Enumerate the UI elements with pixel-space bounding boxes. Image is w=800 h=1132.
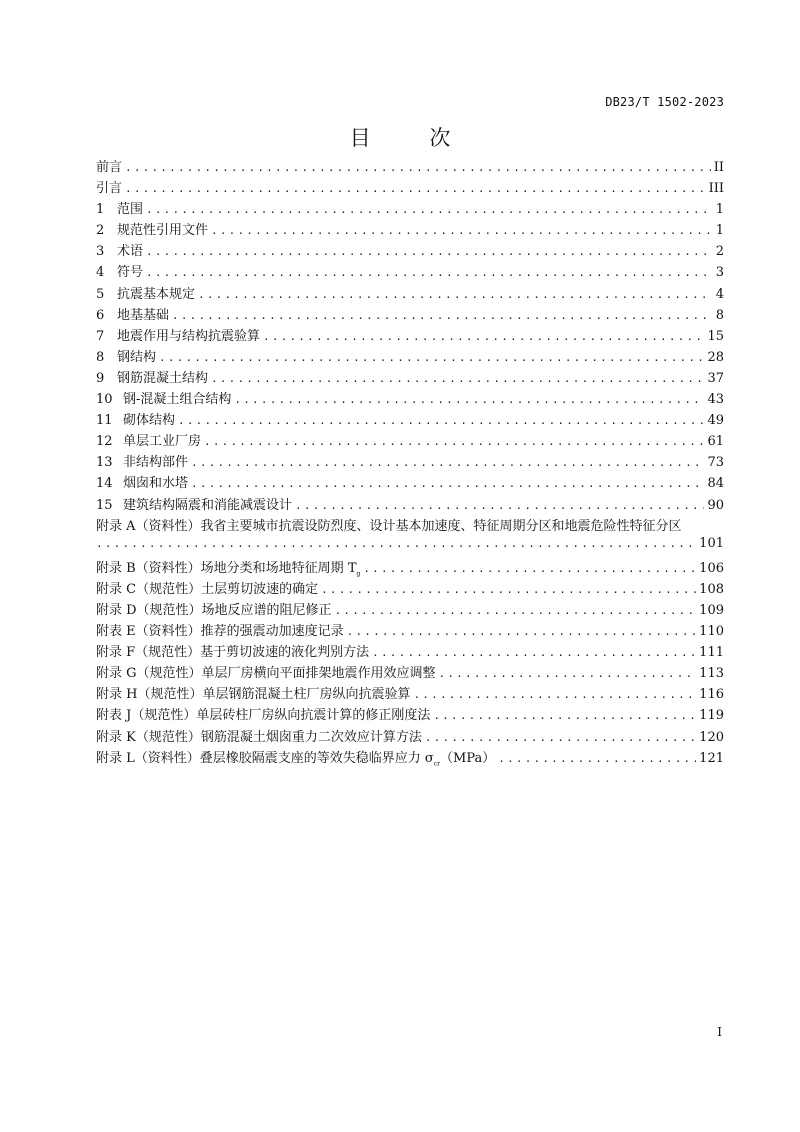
toc-entry-number: 13 <box>96 455 113 471</box>
toc-entry[interactable] <box>96 472 724 493</box>
toc-entry-text: 附录 L（资料性）叠层橡胶隔震支座的等效失稳临界应力 σ <box>96 750 434 766</box>
toc-entry-number: 3 <box>96 244 105 260</box>
dot-leader <box>146 203 711 216</box>
toc-entry-number: 6 <box>96 307 105 323</box>
dot-leader <box>146 245 711 258</box>
toc-entry-number: 14 <box>96 476 113 492</box>
toc-entry-page: 109 <box>699 602 724 618</box>
toc-entry[interactable] <box>96 430 724 451</box>
toc-entry-label <box>96 156 122 175</box>
toc-entry[interactable] <box>96 388 724 409</box>
toc-entry-text: 地震作用与结构抗震验算 <box>117 328 261 344</box>
toc-entry-text: 附录 F（规范性）基于剪切波速的液化判别方法 <box>96 645 370 661</box>
toc-entry-number: 12 <box>96 434 113 450</box>
dot-leader <box>191 456 704 469</box>
toc-entry-label <box>96 641 369 660</box>
toc-entry-label <box>96 325 260 344</box>
toc-entry-appendix[interactable] <box>96 683 724 704</box>
toc-entry-text: 地基基础 <box>117 307 170 323</box>
toc-entry-label <box>96 494 292 513</box>
toc-entry-page: 106 <box>699 560 724 576</box>
toc-entry-label <box>96 451 188 470</box>
toc-entry[interactable] <box>96 261 724 282</box>
toc-entry-text: 建筑结构隔震和消能减震设计 <box>123 497 293 513</box>
toc-entry-text: 钢-混凝土组合结构 <box>123 392 232 408</box>
page-number: I <box>717 1025 722 1039</box>
toc-entry-text: 术语 <box>117 244 144 260</box>
dot-leader <box>321 583 696 596</box>
toc-entry-page: II <box>713 160 724 175</box>
dot-leader <box>211 372 704 385</box>
toc-entry-label <box>96 620 344 639</box>
dot-leader <box>125 161 711 174</box>
dot-leader <box>204 435 704 448</box>
dot-leader <box>425 731 696 744</box>
toc-entry-page: 113 <box>699 666 724 682</box>
toc-entry-appendix-l[interactable] <box>96 747 724 768</box>
toc-entry[interactable] <box>96 325 724 346</box>
toc-entry-text: 附录 H（规范性）单层钢筋混凝土柱厂房纵向抗震验算 <box>96 687 411 703</box>
table-of-contents <box>96 156 724 768</box>
toc-entry-label <box>96 704 430 723</box>
toc-entry-text: 单层工业厂房 <box>123 434 202 450</box>
subscript: g <box>356 570 361 578</box>
toc-entry-page: 8 <box>715 307 724 323</box>
toc-entry-page: 1 <box>715 202 724 218</box>
toc-entry[interactable] <box>96 451 724 472</box>
toc-entry-number: 11 <box>96 413 113 429</box>
toc-entry-label <box>96 578 318 597</box>
toc-entry-text: 抗震基本规定 <box>117 286 196 302</box>
toc-entry-text: 附录 D（规范性）场地反应谱的阻尼修正 <box>96 602 332 618</box>
toc-entry-label <box>96 662 436 681</box>
toc-entry-text: 范围 <box>117 202 144 218</box>
toc-entry[interactable] <box>96 177 724 198</box>
toc-entry-page: 116 <box>699 687 724 703</box>
dot-leader <box>198 288 711 301</box>
unit-suffix: （MPa） <box>440 750 496 766</box>
dot-leader <box>439 667 697 680</box>
toc-entry-appendix[interactable] <box>96 599 724 620</box>
toc-entry[interactable] <box>96 367 724 388</box>
toc-entry[interactable] <box>96 219 724 240</box>
toc-entry-label <box>96 599 332 618</box>
toc-entry-text: 附录 C（规范性）土层剪切波速的确定 <box>96 581 319 597</box>
toc-entry-text: 附录 G（规范性）单层厂房横向平面排架地震作用效应调整 <box>96 666 436 682</box>
toc-entry-label <box>96 304 169 323</box>
toc-entry-label <box>96 219 208 238</box>
toc-entry[interactable] <box>96 346 724 367</box>
toc-entry[interactable] <box>96 283 724 304</box>
dot-leader <box>234 393 704 406</box>
toc-entry-appendix-a-label[interactable]: 附录 A（资料性）我省主要城市抗震设防烈度、设计基本加速度、特征周期分区和地震危险性特征分区 <box>96 518 682 534</box>
toc-entry[interactable] <box>96 304 724 325</box>
toc-entry-page: 110 <box>699 624 724 640</box>
toc-entry-text: 附录 B（资料性）场地分类和场地特征周期 T <box>96 560 357 576</box>
toc-entry-text: 附表 E（资料性）推荐的强震动加速度记录 <box>96 624 344 640</box>
dot-leader <box>347 625 697 638</box>
toc-entry-label <box>96 346 156 365</box>
toc-entry-page: 90 <box>707 497 724 513</box>
dot-leader <box>363 562 696 575</box>
toc-entry-page: 4 <box>715 286 724 302</box>
toc-entry-label <box>96 367 208 386</box>
dot-leader <box>125 182 706 195</box>
toc-entry-number: 5 <box>96 286 105 302</box>
toc-entry-appendix[interactable] <box>96 641 724 662</box>
toc-entry-text: 附录 K（规范性）钢筋混凝土烟囱重力二次效应计算方法 <box>96 729 422 745</box>
dot-leader <box>178 414 704 427</box>
dot-leader <box>413 688 696 701</box>
toc-entry-appendix[interactable] <box>96 578 724 599</box>
dot-leader <box>498 752 696 765</box>
toc-entry-page: 101 <box>699 535 724 551</box>
toc-entry-page: 120 <box>699 729 724 745</box>
dot-leader <box>211 224 711 237</box>
toc-entry-label <box>96 283 195 302</box>
toc-entry-appendix-b[interactable] <box>96 557 724 578</box>
toc-entry-page: 119 <box>699 708 724 724</box>
toc-entry-appendix[interactable] <box>96 726 724 747</box>
toc-entry-page: 15 <box>707 328 724 344</box>
toc-entry-page: 3 <box>715 265 724 281</box>
toc-entry-label <box>96 557 360 578</box>
toc-entry-label <box>96 472 188 491</box>
toc-entry-label <box>96 177 122 196</box>
toc-entry-page: 84 <box>707 476 724 492</box>
dot-leader <box>96 537 696 550</box>
dot-leader <box>433 709 696 722</box>
toc-entry-appendix-a[interactable] <box>96 536 724 557</box>
toc-entry-page: 28 <box>707 349 724 365</box>
toc-entry[interactable] <box>96 240 724 261</box>
toc-entry-text: 砌体结构 <box>123 413 176 429</box>
toc-entry-label <box>96 726 422 745</box>
toc-entry-label <box>96 240 143 259</box>
toc-entry-number: 9 <box>96 370 105 386</box>
toc-entry-label <box>96 388 231 407</box>
toc-entry-text: 钢筋混凝土结构 <box>117 370 209 386</box>
toc-entry-text: 符号 <box>117 265 144 281</box>
dot-leader <box>146 266 711 279</box>
dot-leader <box>335 604 697 617</box>
toc-entry-number: 2 <box>96 223 105 239</box>
toc-entry-label <box>96 198 143 217</box>
toc-entry-appendix[interactable] <box>96 662 724 683</box>
toc-entry-page: 49 <box>707 413 724 429</box>
toc-entry-number: 10 <box>96 392 113 408</box>
toc-entry[interactable] <box>96 409 724 430</box>
toc-entry-text: 前言 <box>96 160 123 175</box>
toc-entry-page: 1 <box>715 223 724 239</box>
dot-leader <box>372 646 696 659</box>
toc-entry-number: 8 <box>96 349 105 365</box>
toc-entry-label <box>96 261 143 280</box>
dot-leader <box>191 477 704 490</box>
toc-entry-page: III <box>708 181 724 197</box>
toc-entry-page: 43 <box>707 392 724 408</box>
toc-entry[interactable] <box>96 494 724 515</box>
toc-entry-page: 61 <box>707 434 724 450</box>
toc-entry-label <box>96 683 410 702</box>
dot-leader <box>172 309 711 322</box>
toc-entry-appendix[interactable] <box>96 704 724 725</box>
toc-entry-text: 引言 <box>96 181 123 197</box>
page-title: 目 次 <box>349 126 477 150</box>
toc-entry[interactable] <box>96 198 724 219</box>
toc-entry-label <box>96 430 201 449</box>
subscript: cr <box>433 760 441 768</box>
dot-leader <box>295 499 704 512</box>
toc-entry-page: 108 <box>699 581 724 597</box>
toc-entry[interactable] <box>96 156 724 177</box>
dot-leader <box>263 330 704 343</box>
toc-entry-page: 37 <box>707 370 724 386</box>
toc-entry-text: 附表 J（规范性）单层砖柱厂房纵向抗震计算的修正刚度法 <box>96 708 431 724</box>
toc-entry-number: 4 <box>96 265 105 281</box>
toc-entry-text: 钢结构 <box>117 349 157 365</box>
toc-entry-number: 15 <box>96 497 113 513</box>
toc-entry-number: 7 <box>96 328 105 344</box>
toc-entry-page: 73 <box>707 455 724 471</box>
toc-entry-text: 规范性引用文件 <box>117 223 209 239</box>
toc-entry-label <box>96 747 495 768</box>
toc-entry-page: 111 <box>699 645 724 661</box>
toc-entry-label <box>96 409 175 428</box>
toc-entry-page: 2 <box>715 244 724 260</box>
toc-entry-number: 1 <box>96 202 105 218</box>
toc-entry-text: 烟囱和水塔 <box>123 476 189 492</box>
dot-leader <box>159 351 704 364</box>
toc-entry-page: 121 <box>699 750 724 766</box>
toc-entry-appendix[interactable] <box>96 620 724 641</box>
toc-entry-text: 非结构部件 <box>123 455 189 471</box>
document-code: DB23/T 1502-2023 <box>605 95 724 109</box>
